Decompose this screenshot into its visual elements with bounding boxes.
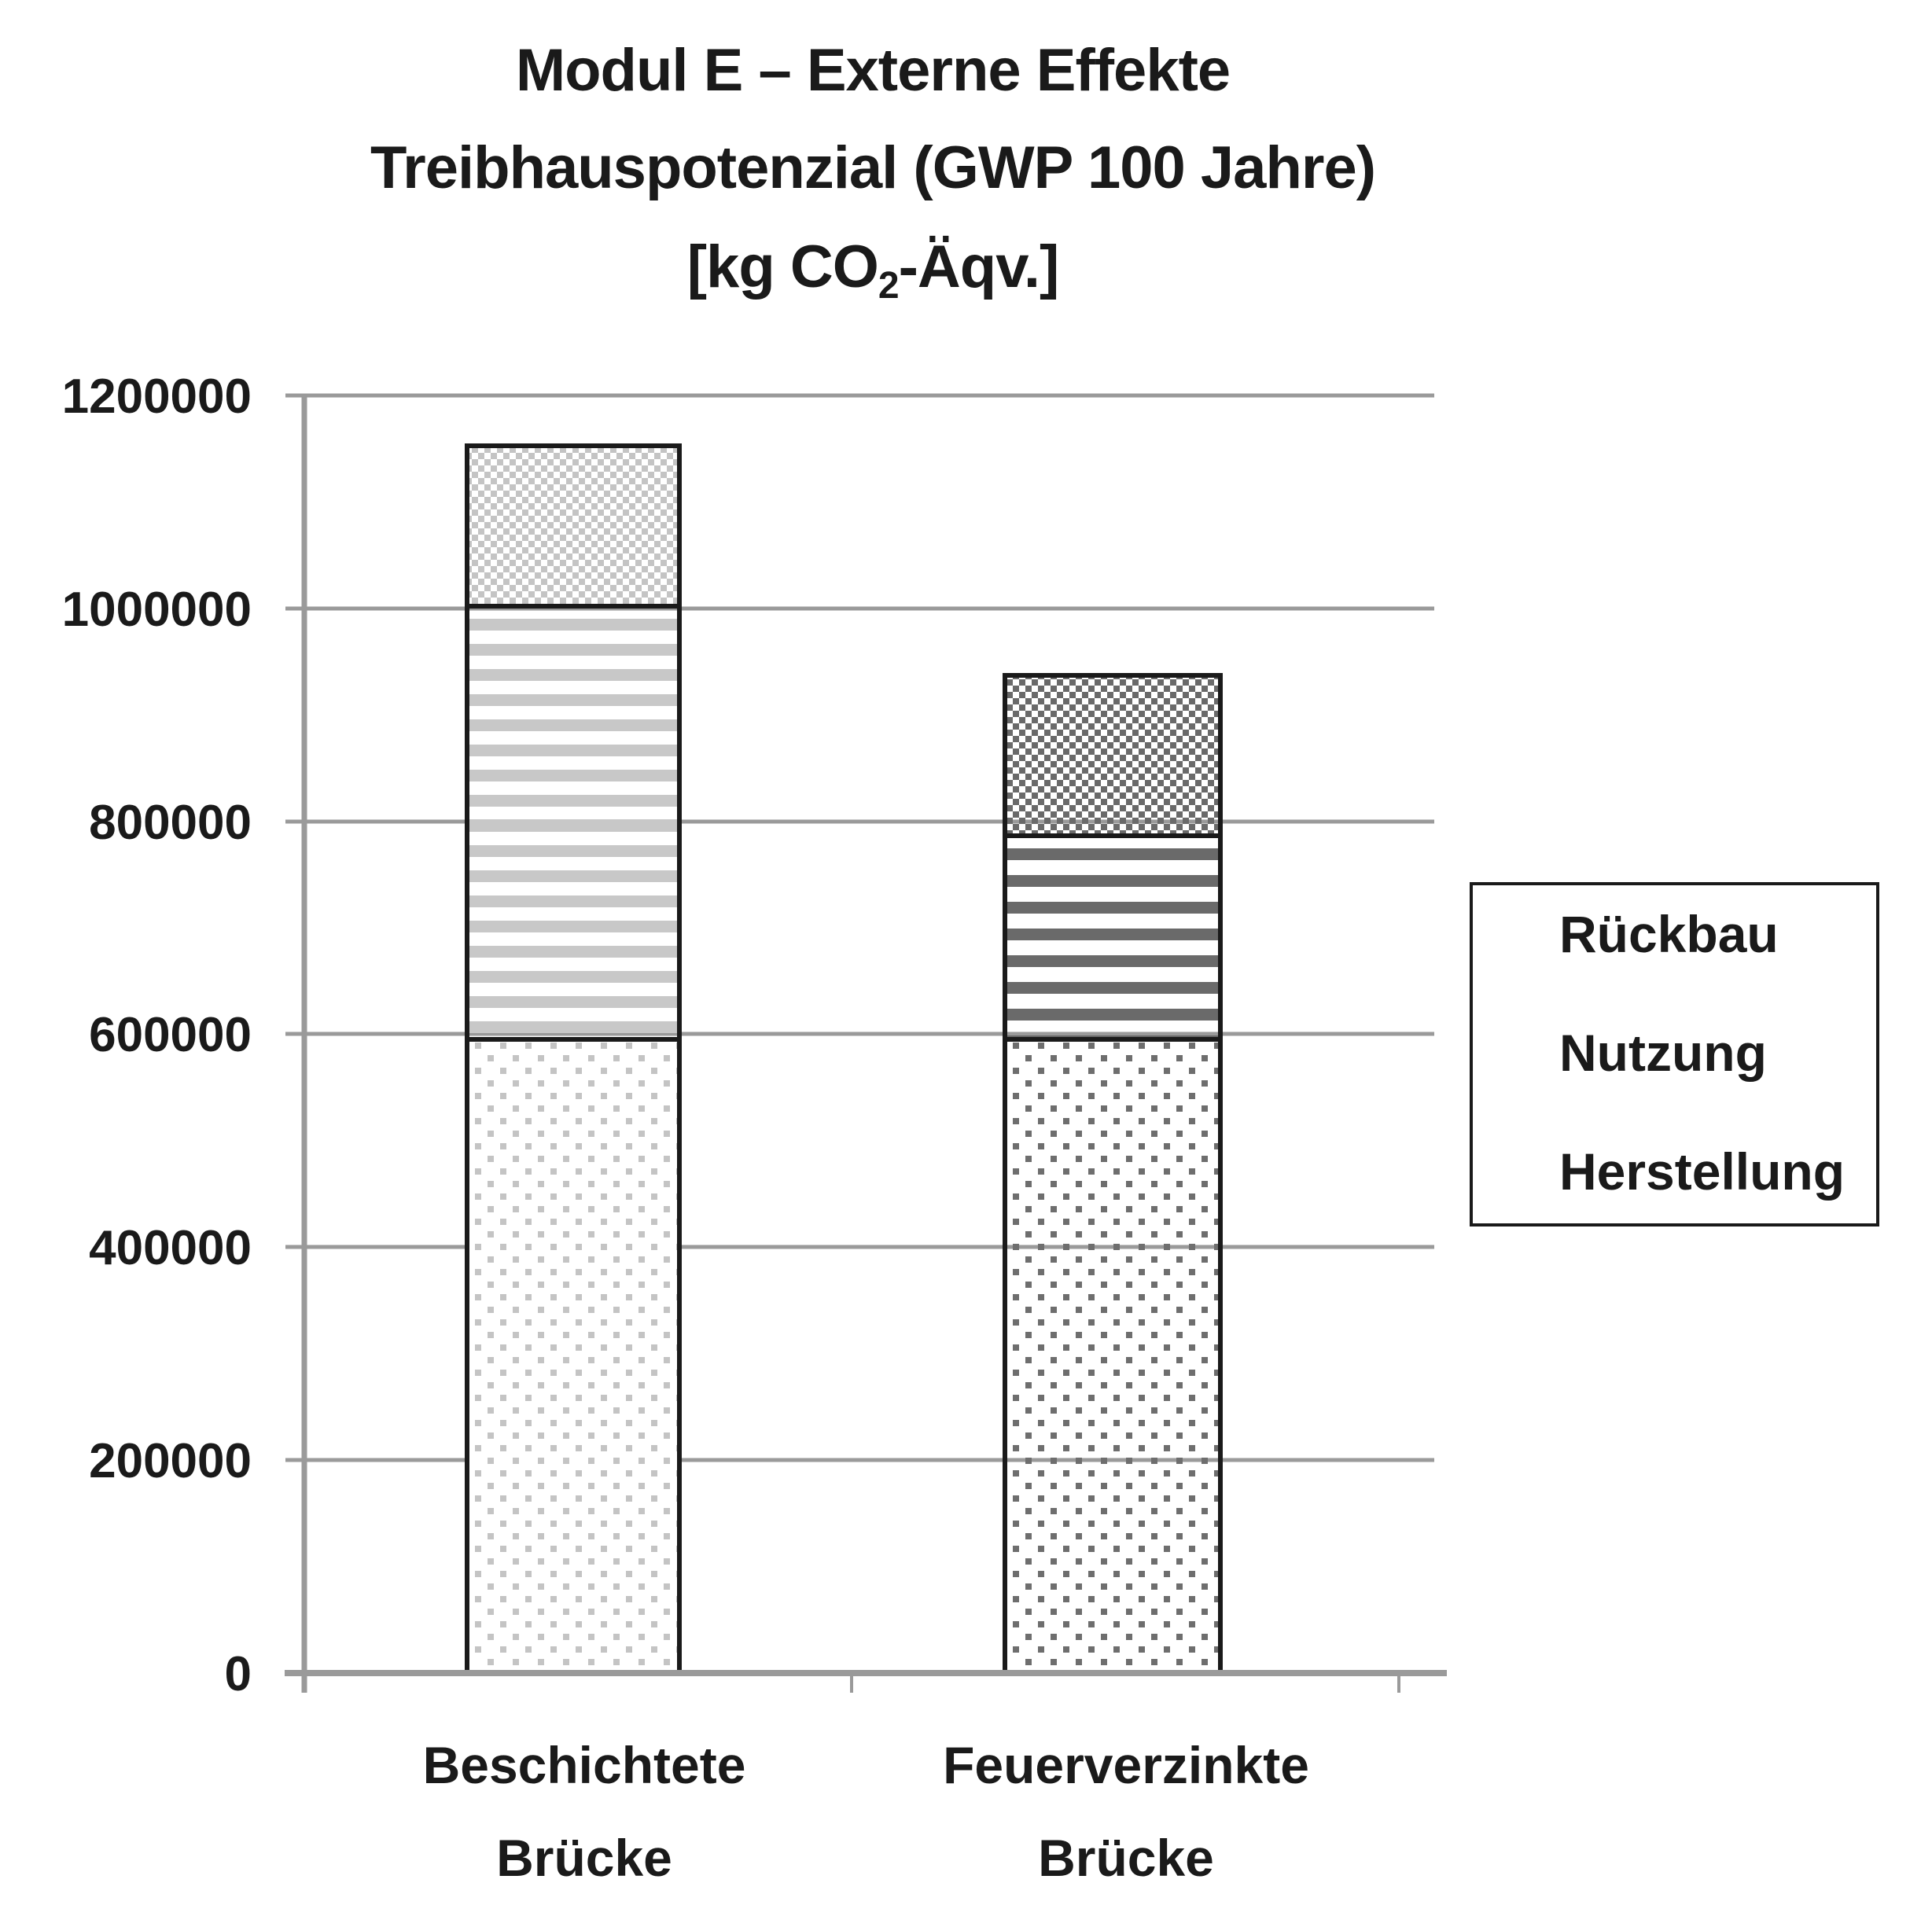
legend <box>1470 882 1879 1226</box>
unit-prefix: [kg CO <box>686 234 878 300</box>
legend-item-herstellung <box>1559 1142 1846 1201</box>
y-tick-label: 200000 <box>89 1434 252 1488</box>
bar-feuerverzinkte-bruecke <box>1005 675 1220 1673</box>
segment-nutzung <box>467 606 679 1039</box>
segment-nutzung <box>1005 836 1220 1039</box>
legend-label: Nutzung <box>1559 1024 1767 1082</box>
category-line-1: Beschichtete <box>422 1736 746 1794</box>
title-line-2: Treibhauspotenzial (GWP 100 Jahre) <box>370 134 1376 201</box>
title-line-1: Modul E – Externe Effekte <box>515 37 1231 104</box>
unit-suffix: -Äqv.] <box>898 234 1059 300</box>
category-line-1: Feuerverzinkte <box>943 1736 1309 1794</box>
y-tick-label: 0 <box>224 1647 252 1701</box>
segment-herstellung <box>1005 1039 1220 1673</box>
segment-rueckbau <box>1005 675 1220 836</box>
legend-label: Herstellung <box>1559 1142 1846 1201</box>
segment-herstellung <box>467 1039 679 1673</box>
category-line-2: Brücke <box>1038 1829 1214 1888</box>
segment-rueckbau <box>467 446 679 606</box>
x-category-label-feuerverzinkte <box>851 1718 1401 1905</box>
y-tick-label: 400000 <box>89 1221 252 1275</box>
gridlines <box>285 395 1434 1460</box>
y-tick-label: 800000 <box>89 796 252 850</box>
y-tick-label: 1000000 <box>61 583 252 637</box>
unit-subscript: 2 <box>878 265 899 307</box>
legend-label: Rückbau <box>1559 905 1779 963</box>
legend-item-rueckbau <box>1559 905 1779 963</box>
category-line-2: Brücke <box>496 1829 672 1888</box>
bar-beschichtete-bruecke <box>467 446 679 1673</box>
y-tick-label: 600000 <box>89 1008 252 1062</box>
y-tick-label: 1200000 <box>61 370 252 424</box>
x-category-label-beschichtete <box>309 1718 859 1905</box>
legend-item-nutzung <box>1559 1024 1767 1082</box>
